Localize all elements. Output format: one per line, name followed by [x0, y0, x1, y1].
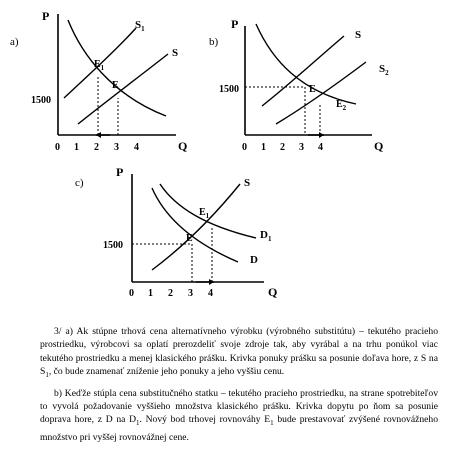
- graph-c-demand-d-curve: [152, 188, 238, 262]
- graph-a-tick-4: 4: [134, 142, 139, 153]
- graph-c-tick-0: 0: [129, 288, 134, 299]
- graph-b-p-label: P: [231, 17, 239, 31]
- graph-a-p-label: P: [42, 9, 50, 23]
- answer-paragraph-a: 3/ a) Ak stúpne trhová cena alternatívneho výrobku (výrobného substitútu) – tekutého pracieho prostriedku, výrobcovi sa oplatí prerozdeliť svoje zdroje tak, aby vyrábal a na trhu ponúkol viac tekutého prostriedku a menej klasického prášku. Krivka ponuky prášku sa posunie doľava hore, z S na $S_1$, čo bude znamenať zníženie jeho ponuky a jeho vyššiu cenu.: [40, 326, 438, 380]
- graph-c-e1-label: $E_1$: [199, 207, 210, 220]
- graph-a-e1-label: $E_1$: [94, 59, 105, 72]
- graph-a-tick-0: 0: [55, 142, 60, 153]
- graph-c-tick-4: 4: [208, 288, 213, 299]
- graph-b-s-label: S: [355, 29, 362, 41]
- graph-b-tick-0: 0: [242, 142, 247, 153]
- graph-b-tick-3: 3: [299, 142, 304, 153]
- graph-a-s1-label: $S_1$: [135, 19, 145, 33]
- graph-c-tick-2: 2: [168, 288, 173, 299]
- graph-a-s-label: S: [172, 47, 179, 59]
- answer-paragraph-b: b) Keďže stúpla cena substitučného statku – tekutého pracieho prostriedku, na strane spotrebiteľov to vyvolá požadovanie vyššieho množstva klasického prášku. Krivka dopytu po ňom sa posunie doprava hore, z D na $D_1$. Nový bod trhovej rovnováhy $E_1$ bude prestavovať zvýšené rovnovážneho množstvo pri vyššej rovnovážnej cene.: [40, 387, 438, 443]
- graph-c-arrowhead: [209, 279, 214, 285]
- graph-b-q-label: Q: [374, 139, 384, 153]
- graph-b-e2-label: $E_2$: [336, 99, 347, 112]
- graph-c-tick-3: 3: [188, 288, 193, 299]
- graph-a-price-label: 1500: [31, 95, 51, 106]
- graph-b-label: b): [209, 36, 219, 48]
- graph-c-d1-label: $D_1$: [260, 229, 272, 243]
- graph-c-tick-1: 1: [148, 288, 153, 299]
- graph-a-tick-3: 3: [114, 142, 119, 153]
- graph-c-label: c): [75, 177, 84, 189]
- graph-c-price-label: 1500: [103, 240, 123, 251]
- graph-a-q-label: Q: [178, 139, 188, 153]
- graph-b-s2-label: $S_2$: [379, 63, 389, 77]
- graph-b-tick-2: 2: [280, 142, 285, 153]
- graph-b-e-label: E: [309, 84, 316, 95]
- graph-a-label: a): [10, 36, 19, 48]
- graph-c-p-label: P: [116, 165, 124, 179]
- graph-b-price-label: 1500: [219, 84, 239, 95]
- graph-c-d-label: D: [250, 254, 258, 266]
- graph-c-demand-d1-curve: [160, 184, 256, 238]
- graph-b-tick-1: 1: [261, 142, 266, 153]
- graph-a-e-label: E: [112, 80, 119, 91]
- graph-c-q-label: Q: [268, 285, 278, 299]
- graph-c-s-label: S: [244, 177, 251, 189]
- graph-b-tick-4: 4: [318, 142, 323, 153]
- answer-text: [40, 325, 438, 444]
- graph-a-tick-2: 2: [94, 142, 99, 153]
- graph-a-tick-1: 1: [74, 142, 79, 153]
- graph-c-e-label: E: [186, 233, 193, 244]
